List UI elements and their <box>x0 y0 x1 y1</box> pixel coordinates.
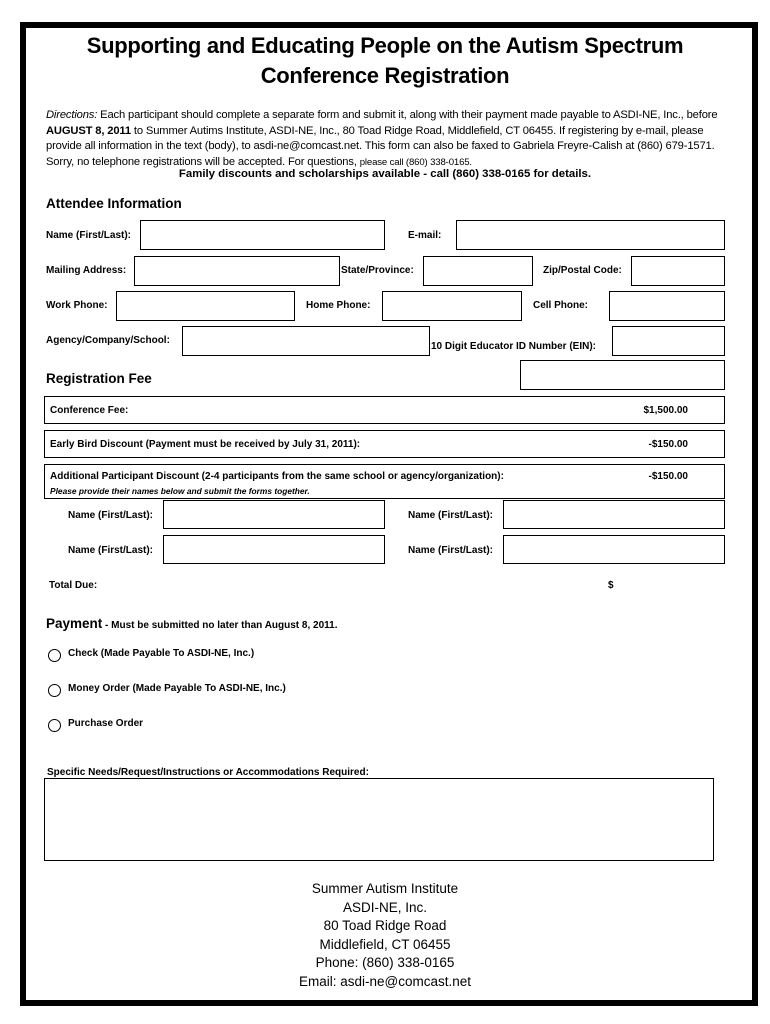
mailing-address-field[interactable] <box>134 256 340 286</box>
title-line-2: Conference Registration <box>260 63 510 88</box>
family-discount-note: Family discounts and scholarships available - call (860) 338-0165 for details. <box>178 168 592 180</box>
zip-field[interactable] <box>631 256 725 286</box>
footer-phone: Phone: (860) 338-0165 <box>315 955 455 971</box>
purchase-order-option-label: Purchase Order <box>68 718 144 729</box>
early-bird-label: Early Bird Discount (Payment must be received by July 31, 2011): <box>50 439 361 450</box>
money-order-radio[interactable] <box>48 684 61 697</box>
participant-2-name-field[interactable] <box>503 500 725 529</box>
ein-label: 10 Digit Educator ID Number (EIN): <box>431 341 597 352</box>
payment-deadline-note: - Must be submitted no later than August 8, 2011. <box>102 620 338 631</box>
conference-fee-label: Conference Fee: <box>50 405 129 416</box>
specific-needs-label: Specific Needs/Request/Instructions or Accommodations Required: <box>47 767 369 778</box>
home-phone-field[interactable] <box>382 291 522 321</box>
check-option-label: Check (Made Payable To ASDI-NE, Inc.) <box>68 648 255 659</box>
footer-address <box>0 880 770 992</box>
directions-label: Directions: <box>46 109 98 121</box>
email-field[interactable] <box>456 220 725 250</box>
purchase-order-radio[interactable] <box>48 719 61 732</box>
registration-fee-heading: Registration Fee <box>46 371 152 386</box>
participant-3-name-label: Name (First/Last): <box>68 545 154 556</box>
participant-1-name-label: Name (First/Last): <box>68 510 154 521</box>
early-bird-row <box>44 430 725 458</box>
state-label: State/Province: <box>341 265 414 276</box>
cell-phone-label: Cell Phone: <box>533 300 589 311</box>
additional-participant-value: -$150.00 <box>648 471 688 482</box>
agency-label: Agency/Company/School: <box>46 335 170 346</box>
work-phone-field[interactable] <box>116 291 295 321</box>
payment-heading: Payment <box>46 616 103 631</box>
cell-phone-field[interactable] <box>609 291 725 321</box>
total-due-value: $ <box>608 580 614 591</box>
early-bird-value: -$150.00 <box>648 439 688 450</box>
footer-email: Email: asdi-ne@comcast.net <box>298 973 472 989</box>
participant-4-name-label: Name (First/Last): <box>408 545 494 556</box>
total-due-label: Total Due: <box>49 580 98 591</box>
conference-fee-row <box>44 396 725 424</box>
additional-participant-note: Please provide their names below and submit the forms together. <box>50 486 310 496</box>
agency-field[interactable] <box>182 326 430 356</box>
mailing-address-label: Mailing Address: <box>46 265 127 276</box>
participant-1-name-field[interactable] <box>163 500 385 529</box>
participant-3-name-field[interactable] <box>163 535 385 564</box>
check-radio[interactable] <box>48 649 61 662</box>
footer-street: 80 Toad Ridge Road <box>323 918 447 934</box>
additional-participant-row <box>44 464 725 499</box>
participant-4-name-field[interactable] <box>503 535 725 564</box>
footer-org: Summer Autism Institute <box>311 881 459 896</box>
email-label: E-mail: <box>408 230 442 241</box>
additional-participant-label: Additional Participant Discount (2-4 participants from the same school or agency/organization): <box>50 471 504 482</box>
money-order-option-label: Money Order (Made Payable To ASDI-NE, Inc.) <box>68 683 286 694</box>
conference-fee-value: $1,500.00 <box>643 405 688 416</box>
payment-heading-row <box>46 615 338 633</box>
registration-fee-field[interactable] <box>520 360 725 390</box>
title-line-1: Supporting and Educating People on the Autism Spectrum <box>86 33 684 58</box>
footer-company: ASDI-NE, Inc. <box>342 899 428 915</box>
footer-city: Middlefield, CT 06455 <box>319 936 451 952</box>
deadline: AUGUST 8, 2011 <box>46 124 131 137</box>
ein-field[interactable] <box>612 326 725 356</box>
directions-text: Directions: Each participant should complete a separate form and submit it, along with their payment made payable to ASDI-NE, Inc., before AUGUST 8, 2011 to Summer Autims Institute, ASDI-NE, Inc., 80 Toad Ridge Road, Middlefield, CT 06455. If registering by e-mail, please provide all information in the text (body), to asdi-ne@comcast.net. This form can also be faxed to Gabriela Freyre-Calish at (860) 679-1571. Sorry, no telephone registrations will be accepted. For questions, please call (860) 338-0165. <box>46 109 718 168</box>
specific-needs-textarea[interactable] <box>44 778 714 861</box>
participant-2-name-label: Name (First/Last): <box>408 510 494 521</box>
name-label: Name (First/Last): <box>46 230 132 241</box>
zip-label: Zip/Postal Code: <box>543 265 622 276</box>
name-field[interactable] <box>140 220 385 250</box>
home-phone-label: Home Phone: <box>306 300 371 311</box>
state-field[interactable] <box>423 256 533 286</box>
work-phone-label: Work Phone: <box>46 300 108 311</box>
attendee-heading: Attendee Information <box>46 196 182 211</box>
